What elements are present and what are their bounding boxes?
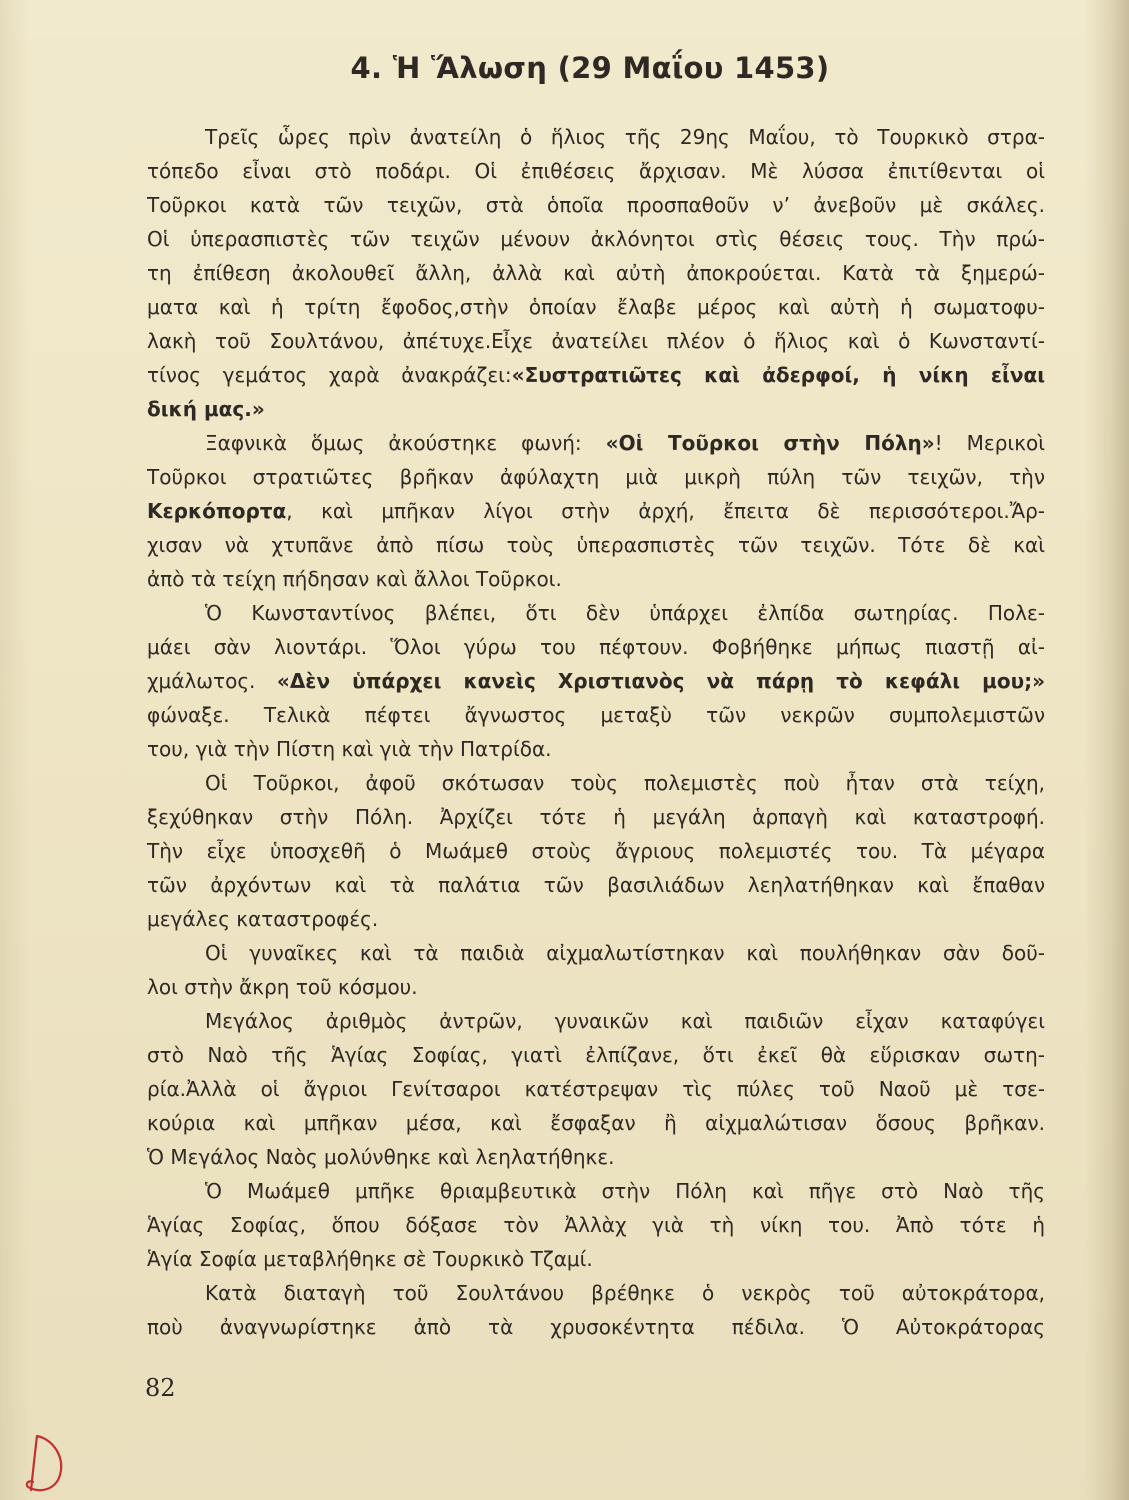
text-segment: ! Μερικοὶ	[934, 431, 1045, 455]
text-segment: τίνος γεμάτος χαρὰ ἀνακράζει:	[147, 363, 512, 387]
body-text	[147, 120, 1045, 1344]
paragraph	[147, 426, 1045, 596]
text-line: του, γιὰ τὴν Πίστη καὶ γιὰ τὴν Πατρίδα.	[147, 737, 552, 761]
text-line: Κατὰ διαταγὴ τοῦ Σουλτάνου βρέθηκε ὁ νεκρὸς τοῦ αὐτοκράτορα,	[205, 1281, 1045, 1305]
text-line: λοι στὴν ἄκρη τοῦ κόσμου.	[147, 975, 418, 999]
text-segment: , καὶ μπῆκαν λίγοι στὴν ἀρχή, ἔπειτα δὲ περισσότεροι.Ἄρ-	[286, 499, 1045, 523]
text-line: ματα καὶ ἡ τρίτη ἔφοδος,στὴν ὁποίαν ἔλαβε μέρος καὶ αὐτὴ ἡ σωματοφυ-	[147, 295, 1045, 319]
text-line: Ὁ Κωνσταντίνος βλέπει, ὅτι δὲν ὑπάρχει ἐλπίδα σωτηρίας. Πολε-	[205, 601, 1045, 625]
text-line: Τοῦρκοι κατὰ τῶν τειχῶν, στὰ ὁποῖα προσπαθοῦν ν’ ἀνεβοῦν μὲ σκάλες.	[147, 193, 1045, 217]
text-line: μάει σὰν λιοντάρι. Ὅλοι γύρω του πέφτουν. Φοβήθηκε μήπως πιαστῇ αἰ-	[147, 635, 1045, 659]
text-line	[147, 664, 1045, 698]
paragraph	[147, 936, 1045, 1004]
text-line: Τοῦρκοι στρατιῶτες βρῆκαν ἀφύλαχτη μιὰ μικρὴ πύλη τῶν τειχῶν, τὴν	[147, 465, 1045, 489]
handwritten-annotation-mark	[22, 1428, 72, 1498]
text-line: ρία.Ἀλλὰ οἱ ἄγριοι Γενίτσαροι κατέστρεψαν τὶς πύλες τοῦ Ναοῦ μὲ τσε-	[147, 1077, 1045, 1101]
text-line: λακὴ τοῦ Σουλτάνου, ἀπέτυχε.Εἶχε ἀνατείλει πλέον ὁ ἥλιος καὶ ὁ Κωνσταντί-	[147, 329, 1045, 353]
text-line: Ὁ Μεγάλος Ναὸς μολύνθηκε καὶ λεηλατήθηκε.	[147, 1145, 615, 1169]
term-bold: Κερκόπορτα	[147, 499, 287, 523]
text-line	[147, 358, 1045, 392]
text-line: φώναξε. Τελικὰ πέφτει ἄγνωστος μεταξὺ τῶν νεκρῶν συμπολεμιστῶν	[147, 703, 1045, 727]
text-segment: Ξαφνικὰ ὅμως ἀκούστηκε φωνή:	[205, 431, 606, 455]
quote-bold: «Δὲν ὑπάρχει κανεὶς Χριστιανὸς νὰ πάρῃ τὸ κεφάλι μου;»	[276, 669, 1045, 693]
paragraph	[147, 596, 1045, 766]
text-line: τη ἐπίθεση ἀκολουθεῖ ἄλλη, ἀλλὰ καὶ αὐτὴ ἀποκρούεται. Κατὰ τὰ ξημερώ-	[147, 261, 1045, 285]
handwritten-stroke	[27, 1436, 61, 1490]
quote-bold: «Οἱ Τοῦρκοι στὴν Πόλη»	[605, 431, 935, 455]
page-number: 82	[145, 1374, 176, 1402]
text-line: δική μας.»	[147, 397, 265, 421]
paragraph	[147, 120, 1045, 426]
text-segment: χμάλωτος.	[147, 669, 277, 693]
text-line: Οἱ Τοῦρκοι, ἀφοῦ σκότωσαν τοὺς πολεμιστὲς ποὺ ἦταν στὰ τείχη,	[205, 771, 1045, 795]
text-line	[147, 494, 1045, 528]
text-line: Τρεῖς ὧρες πρὶν ἀνατείλη ὁ ἥλιος τῆς 29ης Μαΐου, τὸ Τουρκικὸ στρα-	[205, 125, 1045, 149]
text-line: κούρια καὶ μπῆκαν μέσα, καὶ ἔσφαξαν ἢ αἰχμαλώτισαν ὅσους βρῆκαν.	[147, 1111, 1045, 1135]
text-line: Οἱ ὑπερασπιστὲς τῶν τειχῶν μένουν ἀκλόνητοι στὶς θέσεις τους. Τὴν πρώ-	[147, 227, 1045, 251]
text-line: τόπεδο εἶναι στὸ ποδάρι. Οἱ ἐπιθέσεις ἄρχισαν. Μὲ λύσσα ἐπιτίθενται οἱ	[147, 159, 1045, 183]
text-line: Ἁγία Σοφία μεταβλήθηκε σὲ Τουρκικὸ Τζαμί.	[147, 1247, 593, 1271]
paragraph	[147, 1174, 1045, 1276]
paragraph	[147, 766, 1045, 936]
text-line: Μεγάλος ἀριθμὸς ἀντρῶν, γυναικῶν καὶ παιδιῶν εἶχαν καταφύγει	[205, 1009, 1045, 1033]
section-title: 4. Ἡ Ἅλωση (29 Μαΐου 1453)	[350, 51, 830, 85]
text-line: Ἁγίας Σοφίας, ὅπου δόξασε τὸν Ἀλλὰχ γιὰ τὴ νίκη του. Ἀπὸ τότε ἡ	[147, 1213, 1045, 1237]
text-line: Τὴν εἶχε ὑποσχεθῆ ὁ Μωάμεθ στοὺς ἄγριους πολεμιστές του. Τὰ μέγαρα	[147, 839, 1045, 863]
text-line: στὸ Ναὸ τῆς Ἁγίας Σοφίας, γιατὶ ἐλπίζανε, ὅτι ἐκεῖ θὰ εὕρισκαν σωτη-	[147, 1043, 1045, 1067]
text-line: ξεχύθηκαν στὴν Πόλη. Ἀρχίζει τότε ἡ μεγάλη ἁρπαγὴ καὶ καταστροφή.	[147, 805, 1045, 829]
quote-bold: «Συστρατιῶτες καὶ ἀδερφοί, ἡ νίκη εἶναι	[511, 363, 1045, 387]
text-line: ποὺ ἀναγνωρίστηκε ἀπὸ τὰ χρυσοκέντητα πέδιλα. Ὁ Αὐτοκράτορας	[147, 1315, 1045, 1339]
paragraph	[147, 1004, 1045, 1174]
text-line: Ὁ Μωάμεθ μπῆκε θριαμβευτικὰ στὴν Πόλη καὶ πῆγε στὸ Ναὸ τῆς	[205, 1179, 1045, 1203]
text-line: ἀπὸ τὰ τείχη πήδησαν καὶ ἄλλοι Τοῦρκοι.	[147, 567, 562, 591]
text-line: τῶν ἀρχόντων καὶ τὰ παλάτια τῶν βασιλιάδων λεηλατήθηκαν καὶ ἔπαθαν	[147, 873, 1045, 897]
text-line: χισαν νὰ χτυπᾶνε ἀπὸ πίσω τοὺς ὑπερασπιστὲς τῶν τειχῶν. Τότε δὲ καὶ	[147, 533, 1045, 557]
paragraph	[147, 1276, 1045, 1344]
text-line: μεγάλες καταστροφές.	[147, 907, 379, 931]
text-line: Οἱ γυναῖκες καὶ τὰ παιδιὰ αἰχμαλωτίστηκαν καὶ πουλήθηκαν σὰν δοῦ-	[205, 941, 1045, 965]
text-line	[147, 426, 1045, 460]
